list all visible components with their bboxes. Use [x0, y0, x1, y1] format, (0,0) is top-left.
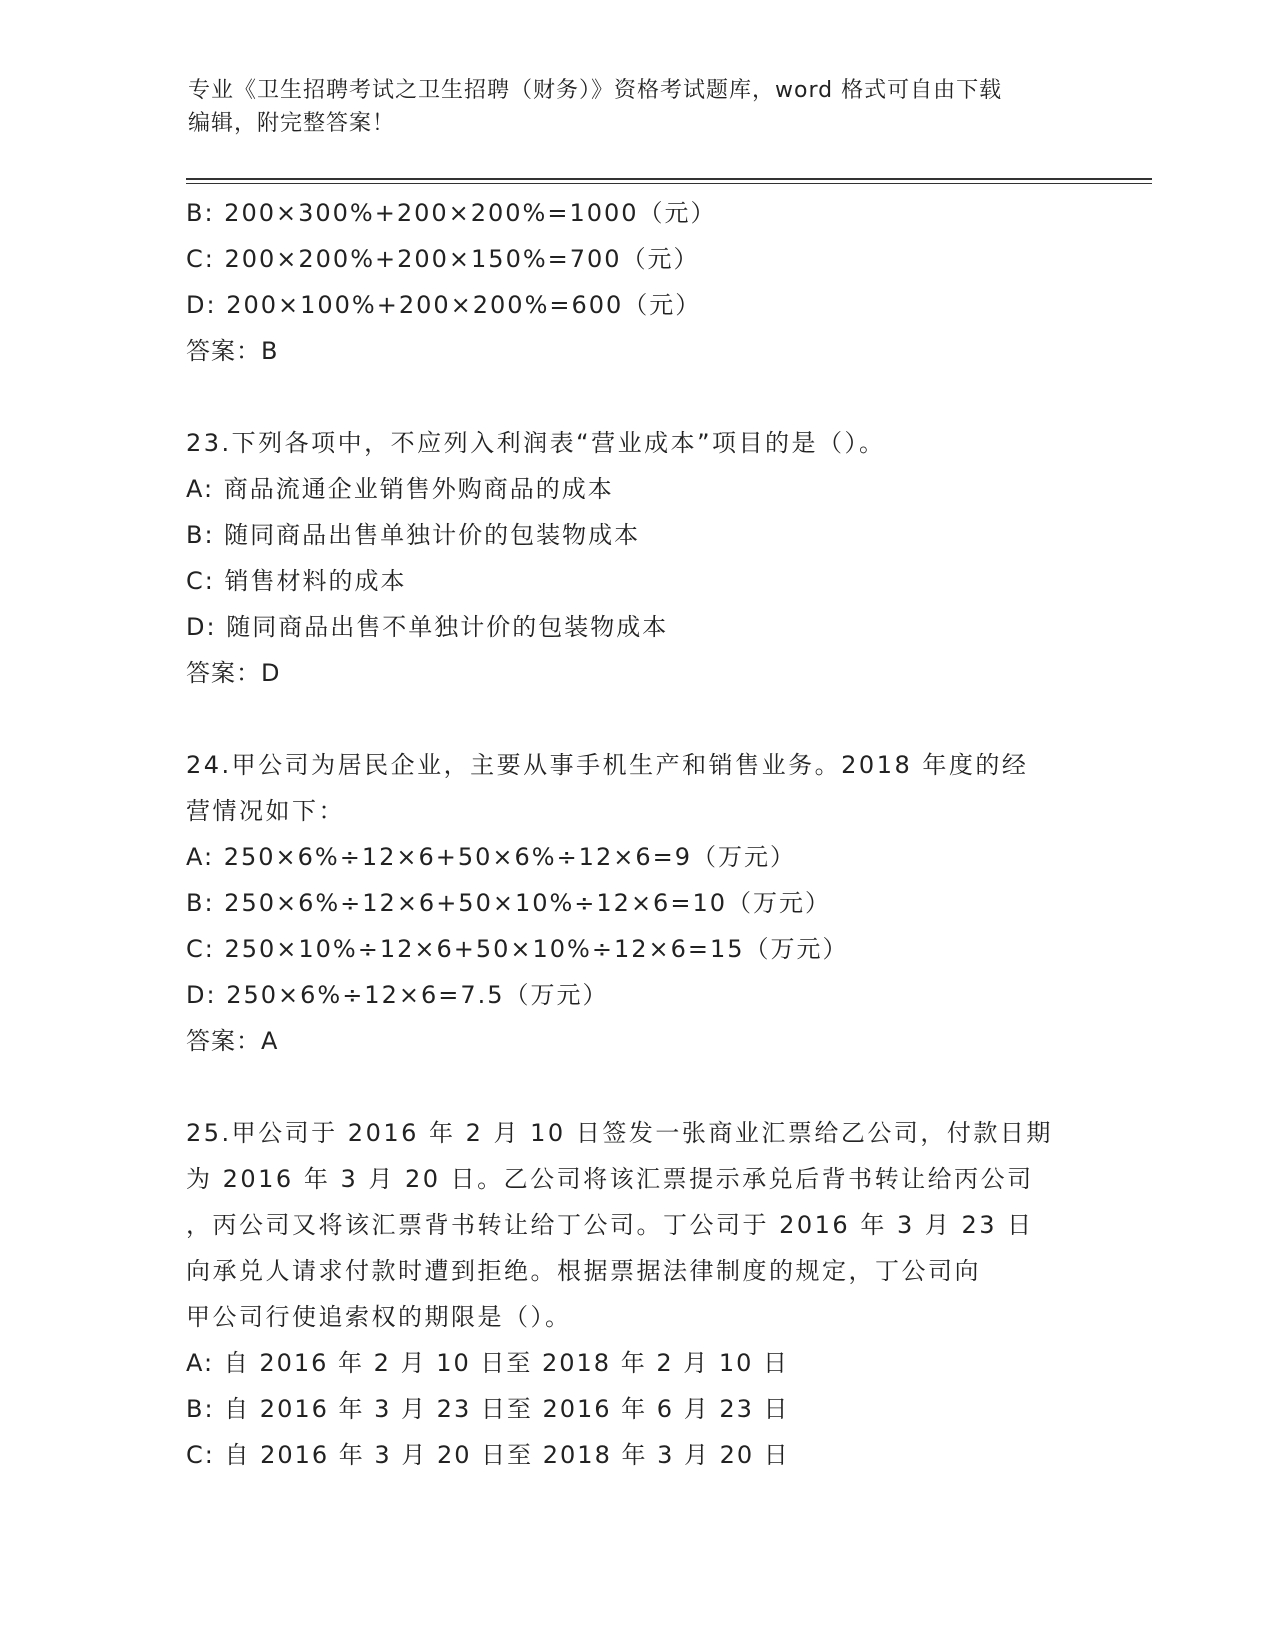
option-c: C: 自 2016 年 3 月 20 日至 2018 年 3 月 20 日 — [186, 1441, 790, 1469]
question-stem: 23.下列各项中，不应列入利润表“营业成本”项目的是（）。 — [186, 429, 886, 457]
option-b: B: 250×6%÷12×6+50×10%÷12×6=10（万元） — [186, 889, 831, 917]
header-rule-thick — [186, 178, 1152, 180]
option-c: C: 200×200%+200×150%=700（元） — [186, 245, 700, 273]
question-22 — [186, 190, 1086, 374]
page-header — [188, 74, 1088, 140]
option-a: A: 商品流通企业销售外购商品的成本 — [186, 475, 614, 503]
question-24 — [186, 742, 1086, 1064]
spacer — [186, 1064, 1086, 1110]
option-b: B: 随同商品出售单独计价的包装物成本 — [186, 521, 641, 549]
question-25 — [186, 1110, 1086, 1478]
option-c: C: 销售材料的成本 — [186, 567, 407, 595]
option-b: B: 自 2016 年 3 月 23 日至 2016 年 6 月 23 日 — [186, 1395, 790, 1423]
option-a: A: 250×6%÷12×6+50×6%÷12×6=9（万元） — [186, 843, 796, 871]
header-line-1: 专业《卫生招聘考试之卫生招聘（财务）》资格考试题库，word 格式可自由下载 — [188, 78, 1003, 103]
question-stem-line-1: 24.甲公司为居民企业，主要从事手机生产和销售业务。2018 年度的经 — [186, 751, 1029, 779]
spacer — [186, 696, 1086, 742]
option-d: D: 200×100%+200×200%=600（元） — [186, 291, 702, 319]
spacer — [186, 374, 1086, 420]
option-d: D: 随同商品出售不单独计价的包装物成本 — [186, 613, 669, 641]
question-23 — [186, 420, 1086, 696]
option-c: C: 250×10%÷12×6+50×10%÷12×6=15（万元） — [186, 935, 849, 963]
question-stem-line-2: 为 2016 年 3 月 20 日。乙公司将该汇票提示承兑后背书转让给丙公司 — [186, 1165, 1034, 1193]
answer: 答案：B — [186, 337, 279, 365]
header-line-2: 编辑，附完整答案！ — [188, 111, 396, 136]
option-a: A: 自 2016 年 2 月 10 日至 2018 年 2 月 10 日 — [186, 1349, 790, 1377]
answer: 答案：A — [186, 1027, 279, 1055]
option-b: B: 200×300%+200×200%=1000（元） — [186, 199, 717, 227]
header-rule-thin — [186, 183, 1152, 184]
question-stem-line-4: 向承兑人请求付款时遭到拒绝。根据票据法律制度的规定，丁公司向 — [186, 1257, 981, 1285]
document-body — [186, 190, 1086, 1478]
option-d: D: 250×6%÷12×6=7.5（万元） — [186, 981, 609, 1009]
question-stem-line-1: 25.甲公司于 2016 年 2 月 10 日签发一张商业汇票给乙公司，付款日期 — [186, 1119, 1053, 1147]
answer: 答案：D — [186, 659, 281, 687]
question-stem-line-2: 营情况如下： — [186, 797, 345, 825]
question-stem-line-5: 甲公司行使追索权的期限是（）。 — [186, 1303, 572, 1331]
question-stem-line-3: ，丙公司又将该汇票背书转让给丁公司。丁公司于 2016 年 3 月 23 日 — [186, 1211, 1034, 1239]
